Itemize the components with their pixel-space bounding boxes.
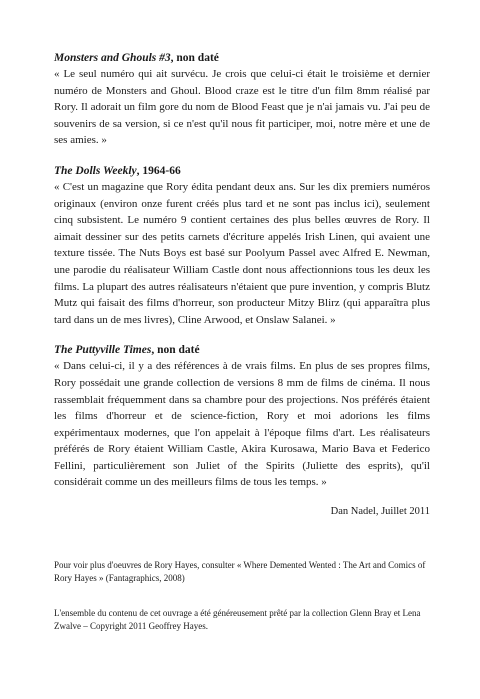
entry-title: The Puttyville Times bbox=[54, 344, 152, 357]
entry-monsters-and-ghouls bbox=[54, 50, 430, 149]
entry-body: « Dans celui-ci, il y a des références à de vrais films. En plus de ses propres films, Rory possédait une grande collection de versions 8 mm de films de cinéma. Il nous rassemblait fréquemment dans sa chambre pour des projections. Nos préférés étaient les films d'horreur et de science-fiction, Rory et moi adorions les films expérimentaux modernes, que l'on appelait à l'époque films d'art. Les réalisateurs préférés de Rory étaient William Castle, Akira Kurosawa, Mario Bava et Federico Fellini, particulièrement son Juliet of the Spirits (Juliette des esprits), qu'il considérait comme un des meilleurs films de tous les temps. » bbox=[54, 360, 430, 489]
entry-title: Monsters and Ghouls #3 bbox=[54, 52, 171, 64]
entry-heading bbox=[54, 342, 430, 358]
entry-puttyville-times bbox=[54, 342, 430, 491]
entry-date: , non daté bbox=[170, 52, 219, 64]
entry-heading bbox=[54, 163, 430, 179]
entry-title: The Dolls Weekly bbox=[54, 164, 137, 177]
entry-body: « Le seul numéro qui ait survécu. Je crois que celui-ci était le troisième et dernier numéro de Monsters and Ghoul. Blood craze est le titre d'un film 8mm réalisé par Rory. Il adorait un film gore du nom de Blood Feast que je n'ai jamais vu. J'ai peu de souvenirs de sa version, si ce n'est qu'il nous fit participer, moi, notre mère et une de ses amies. » bbox=[54, 68, 430, 147]
entry-heading bbox=[54, 50, 430, 66]
credits-note: L'ensemble du contenu de cet ouvrage a été généreusement prêté par la collection Glenn Bray et Lena Zwalve – Copyright 2011 Geoffrey Hayes. bbox=[54, 608, 421, 632]
further-reading-note: Pour voir plus d'oeuvres de Rory Hayes, consulter « Where Demented Wented : The Art and Comics of Rory Hayes » (Fantagraphics, 2008) bbox=[54, 560, 426, 584]
entry-date: , non daté bbox=[151, 344, 200, 357]
author-signature: Dan Nadel, Juillet 2011 bbox=[330, 506, 430, 518]
entry-body: « C'est un magazine que Rory édita pendant deux ans. Sur les dix premiers numéros originaux (environ onze furent créés plus tard et ne sont pas inclus ici), seulement cinq subsistent. Le numéro 9 contient certaines des plus belles œuvres de Rory. Il aimait dessiner sur des petits carnets d'écriture appelés Irish Linen, qui avaient une texture tissée. The Nuts Boys est basé sur Poolyum Passel avec Alfred E. Newman, une parodie du réalisateur William Castle dont nous affectionnions tous les deux les films. La plupart des autres réalisateurs n'étaient que pure invention, y compris Blutz Mutz qui faisait des films d'horreur, son producteur Mitzy Blirz (qui apparaîtra plus tard dans un de mes livres), Cline Arwood, et Onslaw Salanei. » bbox=[54, 180, 430, 326]
entry-date: , 1964-66 bbox=[136, 164, 181, 177]
entry-dolls-weekly bbox=[54, 163, 430, 328]
